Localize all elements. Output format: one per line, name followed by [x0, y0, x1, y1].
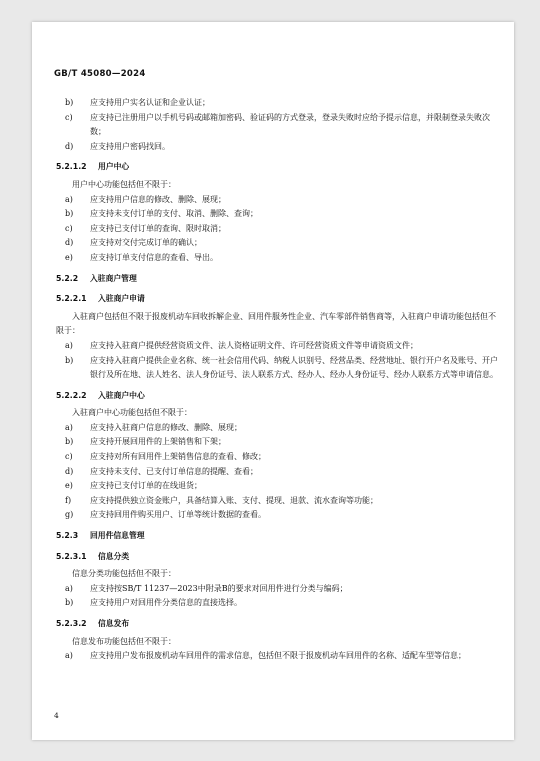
section-heading: [56, 160, 498, 175]
list-text: 应支持入驻商户信息的修改、删除、展现；: [90, 422, 242, 432]
paragraph: 入驻商户包括但不限于报废机动车回收拆解企业、回用件服务性企业、汽车零部件销售商等，入驻商户申请功能包括但不限于：: [56, 311, 496, 336]
paragraph: 信息分类功能包括但不限于：: [72, 569, 176, 579]
section-title: 信息发布: [98, 619, 130, 628]
list-marker: a): [65, 340, 73, 350]
list-item: [56, 236, 498, 251]
list-marker: b): [65, 209, 74, 219]
list-marker: e): [65, 252, 73, 262]
list-item: [56, 207, 498, 222]
list-marker: b): [65, 598, 74, 608]
top-list: [56, 96, 498, 154]
list-marker: e): [65, 481, 73, 491]
paragraph: 入驻商户中心功能包括但不限于：: [72, 408, 192, 418]
list-marker: c): [65, 112, 73, 122]
list-item: [56, 111, 498, 140]
section-number: 5.2.2: [56, 273, 79, 283]
list-item: [56, 649, 498, 664]
list-marker: f): [65, 495, 72, 505]
list-item: [56, 222, 498, 237]
list-item: [56, 508, 498, 523]
section-number: 5.2.2.1: [56, 294, 87, 304]
section-number: 5.2.1.2: [56, 162, 87, 172]
list-item: [56, 435, 498, 450]
list-text: 应支持入驻商户提供企业名称、统一社会信用代码、纳税人识别号、经营品类、经营地址、银行开户名及账号、开户银行及所在地、法人姓名、法人身份证号、法人联系方式、经办人、经办人身份证号、经办人联系方式等申请信息。: [90, 355, 498, 380]
list-text: 应支持用户发布报废机动车回用件的需求信息，包括但不限于报废机动车回用件的名称、适配车型等信息；: [90, 651, 466, 661]
list-marker: b): [65, 437, 74, 447]
list-marker: a): [65, 651, 73, 661]
list-text: 应支持对交付完成订单的确认；: [90, 238, 202, 248]
list-item: [56, 450, 498, 465]
list-text: 应支持对所有回用件上架销售信息的查看、修改；: [90, 452, 266, 462]
list-text: 应支持用户对回用件分类信息的直接选择。: [90, 598, 242, 608]
section-heading: [56, 617, 498, 632]
section-heading: [56, 389, 498, 404]
section-title: 入驻商户申请: [98, 294, 145, 304]
list-marker: a): [65, 194, 73, 204]
list-marker: g): [65, 510, 74, 520]
page-number: 4: [54, 711, 59, 720]
list-text: 应支持用户实名认证和企业认证；: [90, 98, 210, 107]
list-marker: d): [65, 238, 74, 248]
list-text: 应支持用户密码找回。: [90, 141, 170, 151]
section-title: 用户中心: [98, 162, 130, 172]
list-item: [56, 193, 498, 208]
list-text: 应支持提供独立资金账户，具备结算入账、支付、提现、退款、流水查询等功能；: [90, 495, 378, 505]
section-heading: [56, 550, 498, 565]
list-item: [56, 596, 498, 611]
list-marker: b): [65, 98, 74, 107]
list-marker: a): [65, 422, 73, 432]
list-item: [56, 465, 498, 480]
list-text: 应支持按SB/T 11237—2023中附录B的要求对回用件进行分类与编码；: [90, 583, 348, 593]
list-item: [56, 421, 498, 436]
list-marker: d): [65, 466, 74, 476]
section-title: 入驻商户中心: [98, 390, 145, 400]
list-text: 应支持回用件购买用户、订单等统计数据的查看。: [90, 510, 266, 520]
list-text: 应支持已注册用户以手机号码或邮箱加密码、验证码的方式登录，登录失败时应给予提示信息，并限制登录失败次数；: [90, 112, 490, 137]
standard-code-header: GB/T 45080—2024: [54, 69, 146, 79]
section-heading: [56, 292, 498, 307]
list-item: [56, 339, 498, 354]
page-content: [56, 96, 498, 664]
list-marker: c): [65, 452, 73, 462]
section-title: 回用件信息管理: [90, 531, 145, 541]
section-title: 入驻商户管理: [90, 273, 137, 283]
section-number: 5.2.3: [56, 531, 79, 541]
list-text: 应支持开展回用件的上架销售和下架；: [90, 437, 226, 447]
list-marker: c): [65, 223, 73, 233]
list-item: [56, 140, 498, 155]
list-text: 应支持入驻商户提供经营资质文件、法人资格证明文件、许可经营资质文件等申请资质文件；: [90, 340, 418, 350]
section-heading: [56, 272, 498, 287]
section-number: 5.2.3.2: [56, 619, 87, 628]
list-item: [56, 251, 498, 266]
section-number: 5.2.2.2: [56, 390, 87, 400]
list-item: [56, 354, 498, 383]
list-item: [56, 494, 498, 509]
paragraph: 信息发布功能包括但不限于：: [72, 636, 176, 646]
section-title: 信息分类: [98, 551, 130, 561]
list-item: [56, 582, 498, 597]
list-marker: d): [65, 141, 74, 151]
paragraph: 用户中心功能包括但不限于：: [72, 179, 176, 189]
document-page: [32, 22, 514, 740]
list-text: 应支持订单支付信息的查看、导出。: [90, 252, 218, 262]
list-text: 应支持已支付订单的在线退货；: [90, 481, 202, 491]
list-text: 应支持未支付订单的支付、取消、删除、查询；: [90, 209, 258, 219]
list-item: [56, 96, 498, 111]
section-number: 5.2.3.1: [56, 551, 87, 561]
list-text: 应支持未支付、已支付订单信息的提醒、查看；: [90, 466, 258, 476]
list-text: 应支持已支付订单的查询、限时取消；: [90, 223, 226, 233]
list-marker: b): [65, 355, 74, 365]
list-text: 应支持用户信息的修改、删除、展现；: [90, 194, 226, 204]
list-marker: a): [65, 583, 73, 593]
list-item: [56, 479, 498, 494]
section-heading: [56, 529, 498, 544]
